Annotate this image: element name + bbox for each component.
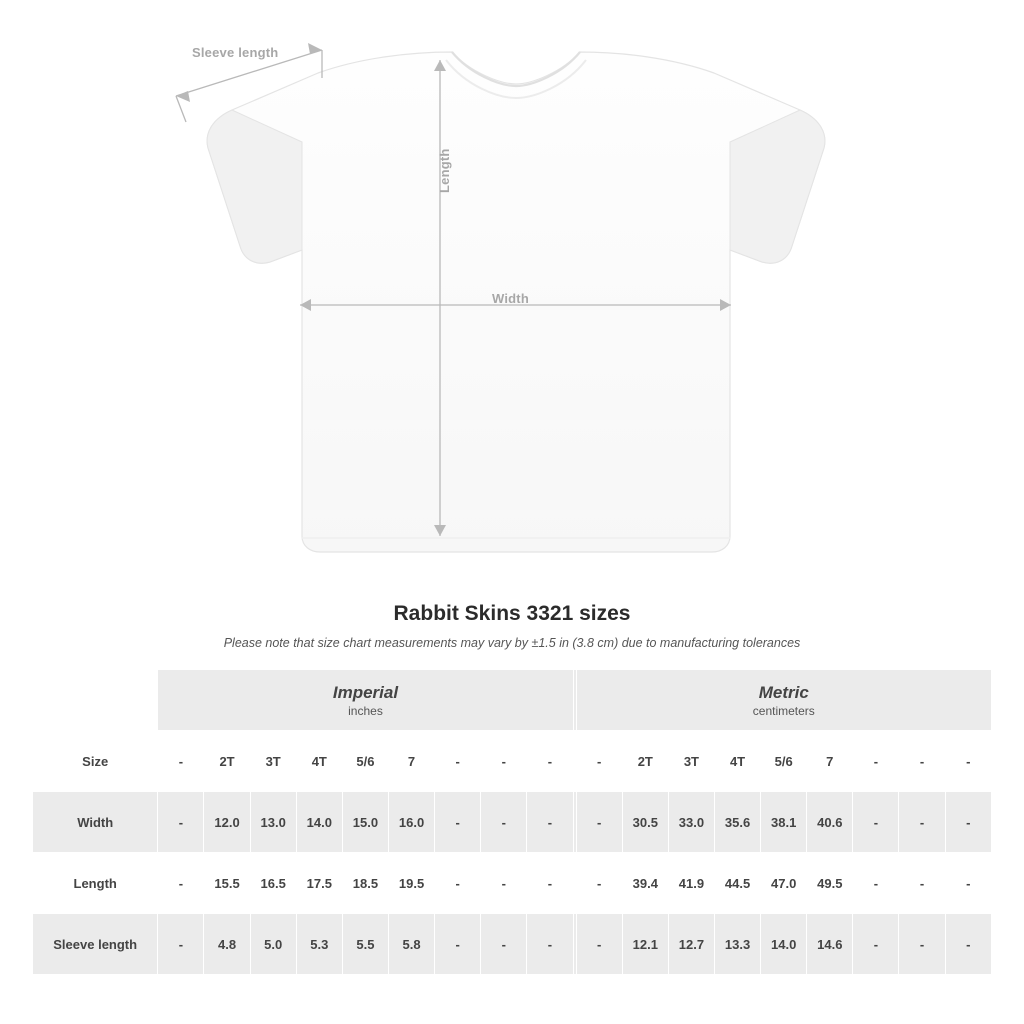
cell: 39.4 [622, 853, 668, 914]
empty-corner-cell [33, 670, 158, 731]
cell: 3T [250, 731, 296, 792]
cell: - [435, 792, 481, 853]
cell: 4.8 [204, 914, 250, 975]
cell: 18.5 [342, 853, 388, 914]
cell: - [899, 853, 945, 914]
metric-unit-sub: centimeters [752, 704, 815, 719]
cell: 13.3 [714, 914, 760, 975]
cell: - [481, 731, 527, 792]
cell: - [527, 853, 573, 914]
page-title: Rabbit Skins 3321 sizes [393, 602, 631, 625]
cell: - [576, 731, 622, 792]
cell: 7 [807, 731, 853, 792]
tolerance-note: Please note that size chart measurements may vary by ±1.5 in (3.8 cm) due to manufacturing tolerances [223, 636, 801, 650]
cell: - [576, 792, 622, 853]
row-label-length: Length [33, 853, 158, 914]
cell: - [853, 731, 899, 792]
cell: - [576, 853, 622, 914]
cell: 5/6 [342, 731, 388, 792]
row-label-size: Size [33, 731, 158, 792]
cell: - [945, 731, 991, 792]
cell: 49.5 [807, 853, 853, 914]
row-label-sleeve-length: Sleeve length [33, 914, 158, 975]
cell: 4T [714, 731, 760, 792]
metric-header [576, 670, 991, 731]
title-block [0, 578, 1024, 650]
cell: 30.5 [622, 792, 668, 853]
table-header-row [33, 670, 992, 731]
cell: 19.5 [388, 853, 434, 914]
cell: 5.8 [388, 914, 434, 975]
table-row [33, 792, 992, 853]
cell: - [481, 792, 527, 853]
cell: - [899, 914, 945, 975]
size-chart-table-wrapper [0, 669, 1024, 975]
row-label-width: Width [33, 792, 158, 853]
metric-unit-name: Metric [758, 682, 809, 702]
cell: - [158, 792, 204, 853]
cell: - [945, 792, 991, 853]
imperial-unit-sub: inches [348, 704, 383, 719]
cell: 2T [204, 731, 250, 792]
cell: - [158, 731, 204, 792]
cell: - [435, 731, 481, 792]
cell: - [158, 853, 204, 914]
width-label: Width [492, 291, 529, 306]
cell: 2T [622, 731, 668, 792]
cell: 47.0 [761, 853, 807, 914]
cell: 16.0 [388, 792, 434, 853]
table-row [33, 914, 992, 975]
cell: - [527, 731, 573, 792]
cell: - [527, 792, 573, 853]
cell: - [435, 914, 481, 975]
cell: 12.0 [204, 792, 250, 853]
cell: - [853, 914, 899, 975]
cell: - [899, 792, 945, 853]
cell: - [158, 914, 204, 975]
size-chart-table [32, 669, 992, 975]
imperial-unit-name: Imperial [332, 682, 399, 702]
cell: 7 [388, 731, 434, 792]
cell: 15.5 [204, 853, 250, 914]
imperial-header [158, 670, 573, 731]
cell: 4T [296, 731, 342, 792]
cell: 44.5 [714, 853, 760, 914]
cell: - [576, 914, 622, 975]
cell: 12.7 [668, 914, 714, 975]
cell: - [853, 853, 899, 914]
cell: 40.6 [807, 792, 853, 853]
cell: 5/6 [761, 731, 807, 792]
sleeve-length-label: Sleeve length [192, 45, 279, 60]
table-row [33, 853, 992, 914]
cell: - [853, 792, 899, 853]
cell: 5.3 [296, 914, 342, 975]
cell: 14.6 [807, 914, 853, 975]
cell: - [527, 914, 573, 975]
cell: - [899, 731, 945, 792]
cell: 13.0 [250, 792, 296, 853]
cell: 35.6 [714, 792, 760, 853]
cell: 16.5 [250, 853, 296, 914]
cell: - [435, 853, 481, 914]
cell: 5.0 [250, 914, 296, 975]
cell: 14.0 [296, 792, 342, 853]
length-label: Length [437, 148, 452, 193]
cell: 12.1 [622, 914, 668, 975]
cell: - [481, 853, 527, 914]
cell: 41.9 [668, 853, 714, 914]
cell: 5.5 [342, 914, 388, 975]
cell: 33.0 [668, 792, 714, 853]
table-row [33, 731, 992, 792]
cell: 14.0 [761, 914, 807, 975]
cell: - [945, 853, 991, 914]
cell: - [945, 914, 991, 975]
cell: - [481, 914, 527, 975]
cell: 15.0 [342, 792, 388, 853]
cell: 3T [668, 731, 714, 792]
cell: 38.1 [761, 792, 807, 853]
cell: 17.5 [296, 853, 342, 914]
